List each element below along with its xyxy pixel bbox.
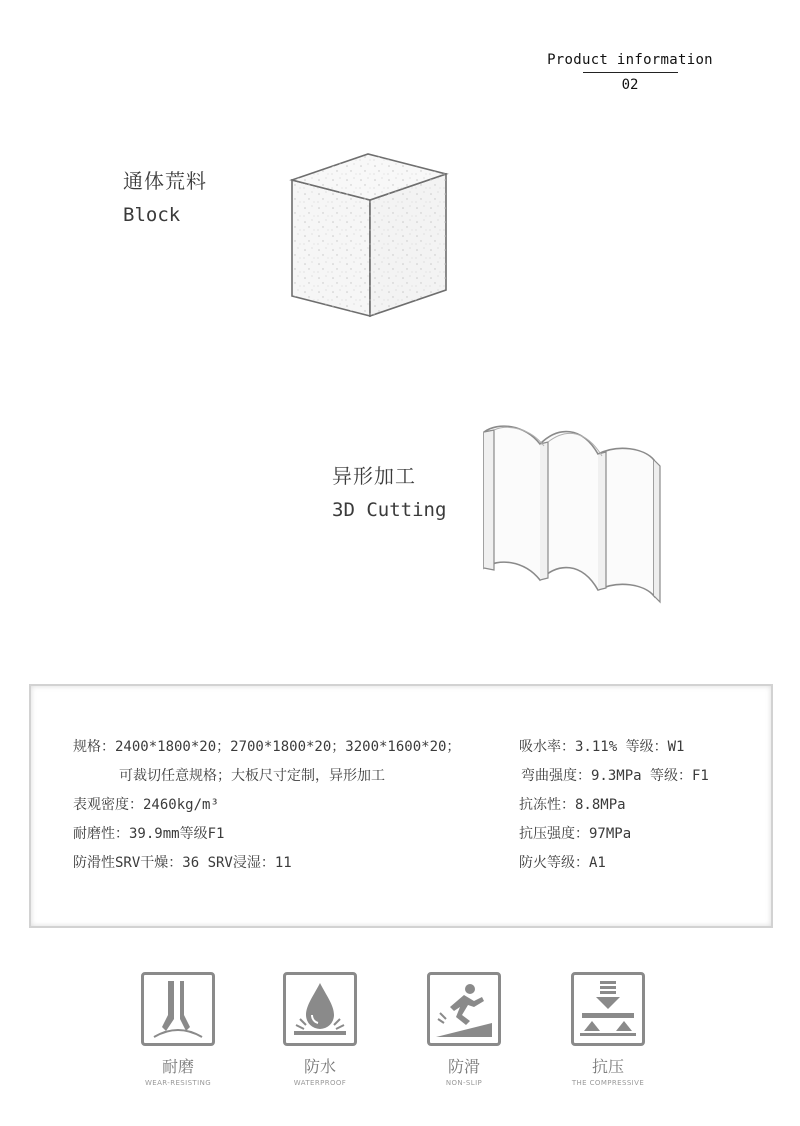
header-divider [583,72,678,73]
specifications-panel [29,684,773,928]
spec-size: 规格：2400*1800*20；2700*1800*20；3200*1600*20； [73,739,461,755]
feature-non-slip [424,972,504,1087]
block-label [123,165,207,226]
compressive-label-en: THE COMPRESSIVE [571,1079,645,1087]
non-slip-icon [427,972,501,1046]
header-title: Product information [547,52,713,68]
cutting-label [332,460,446,521]
compressive-label-cn: 抗压 [591,1057,624,1076]
wear-resisting-label-en: WEAR-RESISTING [144,1079,212,1087]
non-slip-label-en: NON-SLIP [445,1079,483,1087]
cutting-label-cn: 异形加工 [332,464,416,488]
feature-wear-resisting [138,972,218,1087]
spec-water-absorption: 吸水率：3.11% 等级：W1 [519,739,685,755]
spec-frost-resistance: 抗冻性：8.8MPa [519,797,626,813]
feature-compressive [568,972,648,1087]
cutting-label-en: 3D Cutting [332,499,447,521]
non-slip-label-cn: 防滑 [447,1057,480,1076]
spec-bending-strength: 弯曲强度：9.3MPa 等级：F1 [521,768,709,784]
waterproof-label-cn: 防水 [303,1057,336,1076]
header-page-number: 02 [621,77,639,93]
waterproof-icon [283,972,357,1046]
wear-resisting-icon [141,972,215,1046]
spec-fire-rating: 防火等级：A1 [519,855,606,871]
compressive-icon [571,972,645,1046]
waterproof-label-en: WATERPROOF [293,1079,347,1087]
spec-wear: 耐磨性：39.9mm等级F1 [73,826,225,842]
spec-size-note: 可裁切任意规格；大板尺寸定制，异形加工 [119,768,385,784]
block-label-cn: 通体荒料 [123,169,207,193]
feature-waterproof [280,972,360,1087]
block-label-en: Block [123,204,181,226]
wear-resisting-label-cn: 耐磨 [161,1057,194,1076]
block-cube-illustration [288,134,450,320]
spec-density: 表观密度：2460kg/m³ [73,797,219,813]
product-info-header [540,52,720,93]
spec-slip: 防滑性SRV干燥：36 SRV浸湿：11 [73,855,292,871]
spec-compressive-strength: 抗压强度：97MPa [519,826,632,842]
cutting-wave-illustration [478,420,664,612]
